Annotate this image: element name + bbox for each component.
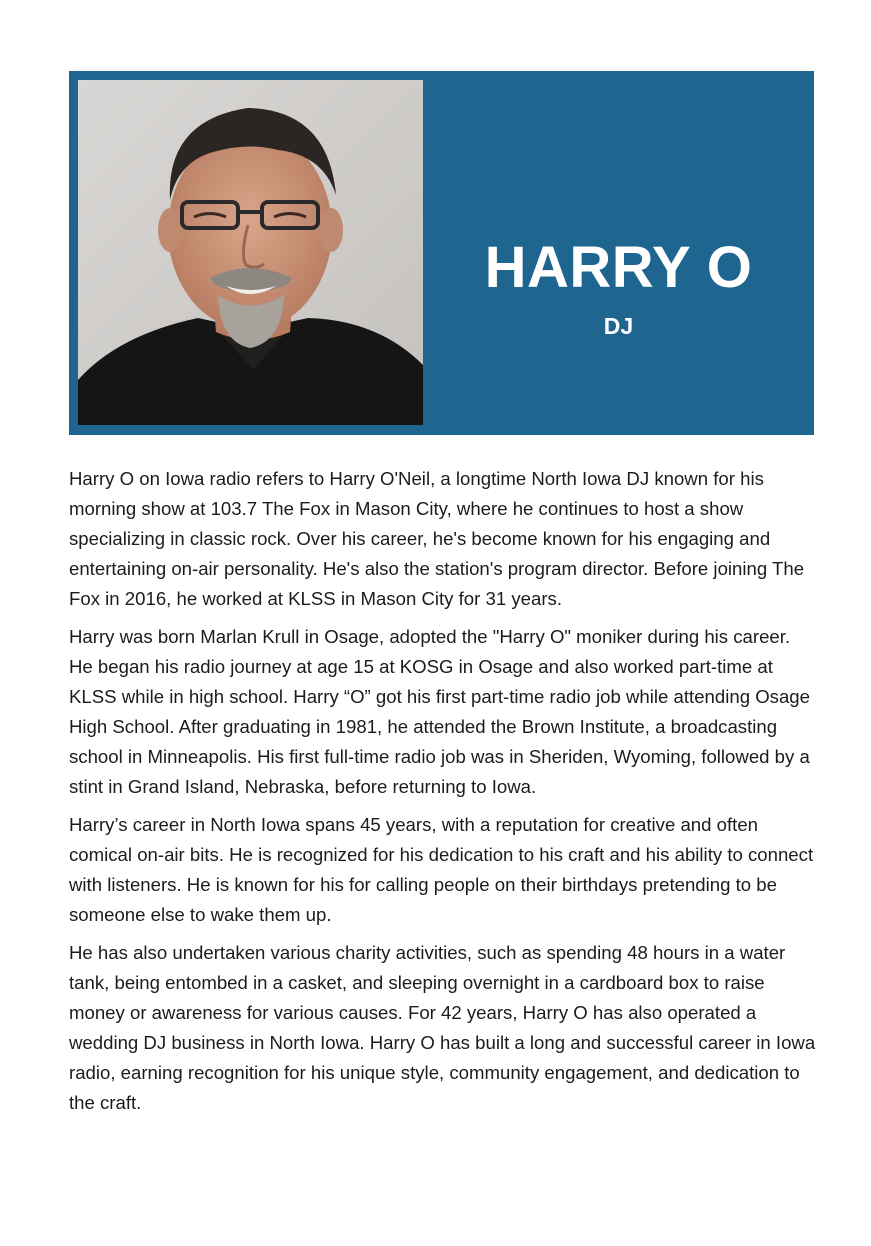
biography-text xyxy=(69,464,817,1126)
paragraph-early-life: Harry was born Marlan Krull in Osage, adopted the "Harry O" moniker during his career. He began his radio journey at age 15 at KOSG in Osage and also worked part-time at KLSS while in high school. Harry “O” got his first part-time radio job while attending Osage High School. After graduating in 1981, he attended the Brown Institute, a broadcasting school in Minneapolis. His first full-time radio job was in Sheriden, Wyoming, followed by a stint in Grand Island, Nebraska, before returning to Iowa. xyxy=(69,626,810,797)
paragraph-career: Harry’s career in North Iowa spans 45 years, with a reputation for creative and often comical on-air bits. He is recognized for his dedication to his craft and his ability to connect with listeners. He is known for his for calling people on their birthdays pretending to be someone else to wake them up. xyxy=(69,814,814,925)
person-name: HARRY O xyxy=(484,235,753,300)
portrait-illustration xyxy=(78,80,423,425)
paragraph-intro: Harry O on Iowa radio refers to Harry O'Neil, a longtime North Iowa DJ known for his morning show at 103.7 The Fox in Mason City, where he continues to host a show specializing in classic rock. Over his career, he's become known for his engaging and entertaining on-air personality. He's also the station's program director. Before joining The Fox in 2016, he worked at KLSS in Mason City for 31 years. xyxy=(69,468,805,609)
portrait-photo xyxy=(78,80,423,425)
paragraph-charity: He has also undertaken various charity activities, such as spending 48 hours in a water tank, being entombed in a casket, and sleeping overnight in a cardboard box to raise money or awareness for various causes. For 42 years, Harry O has also operated a wedding DJ business in North Iowa. Harry O has built a long and successful career in Iowa radio, earning recognition for his unique style, community engagement, and dedication to the craft. xyxy=(69,942,816,1113)
person-role: DJ xyxy=(603,313,634,339)
header-banner xyxy=(69,71,814,435)
name-block xyxy=(423,71,814,435)
